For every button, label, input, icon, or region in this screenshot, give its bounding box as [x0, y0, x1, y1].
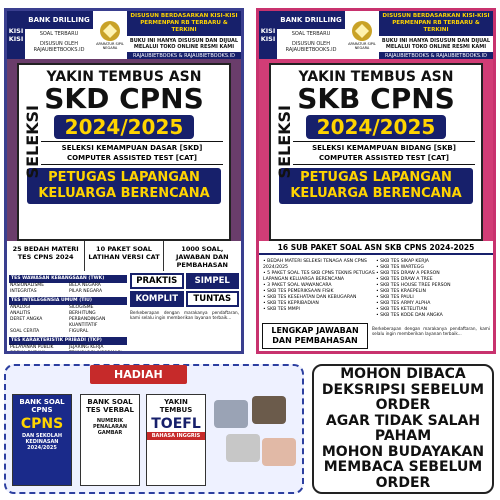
hadiah-label: HADIAH: [90, 365, 187, 384]
tag-grid: [262, 352, 368, 354]
bonus-book-title: BANK SOAL TES VERBAL: [86, 398, 134, 414]
gift-item-photo: [262, 438, 296, 466]
bonus-book-cpns[interactable]: [12, 394, 72, 486]
stat-soal: 1000 SOAL, JAWABAN DAN PEMBAHASAN: [176, 245, 229, 269]
list-item: SILOGISME: [69, 305, 94, 310]
details-cols: [7, 271, 241, 354]
list-item: • SKB TES ARMY ALPHA: [376, 301, 489, 307]
list-item: • SKB TES SIKAP KERJA: [376, 259, 489, 265]
info-block: [127, 11, 241, 59]
book-details: [259, 257, 493, 354]
disusun-oleh: DISUSUN OLEH RAJAUBIETBOOKS.ID: [33, 41, 85, 53]
bank-drilling-block: [25, 11, 93, 59]
sub-paket-banner: 16 SUB PAKET SOAL ASN SKB CPNS 2024-2025: [259, 241, 493, 255]
list-item: DERET ANGKA: [10, 317, 43, 322]
lengkap-label: LENGKAP JAWABAN DAN PEMBAHASAN: [262, 323, 368, 349]
list-item: JEJARING KERJA: [69, 345, 104, 350]
tiu-items: [9, 305, 127, 335]
info-store: RAJAUBIETBOOKS & RAJAUBIETBOOKS.ID: [127, 52, 241, 60]
year-badge: 2024/2025: [306, 115, 446, 139]
position-title: PETUGAS LAPANGAN KELUARGA BERENCANA: [279, 168, 473, 204]
section-tkp: TES KARAKTERISTIK PRIBADI (TKP): [9, 337, 127, 345]
gift-item-photo: [226, 434, 260, 462]
list-item: FIGURAL: [69, 329, 89, 334]
bonus-book-big: TOEFL: [151, 416, 201, 432]
seleksi-vertical: SELEKSI: [23, 105, 42, 179]
twk-items: [9, 283, 127, 295]
book-header: [259, 11, 493, 59]
garuda-icon: [99, 20, 121, 42]
bonus-book-toefl[interactable]: [146, 394, 206, 486]
list-item: • BEDAH MATERI SELEKSI TENAGA ASN CPNS 2024/2025: [263, 259, 376, 271]
section-twk: TES WAWASAN KEBANGSAAN (TWK): [9, 275, 127, 283]
book-details: [7, 241, 241, 354]
section-tiu: TES INTELEGENSIA UMUM (TIU): [9, 297, 127, 305]
disusun-oleh: DISUSUN OLEH RAJAUBIETBOOKS.ID: [285, 41, 337, 53]
list-item: • SKB TES KETELITIAN: [376, 307, 489, 313]
list-item: • SKB TES DRAW A PERSON: [376, 271, 489, 277]
info-kisi: DISUSUN BERDASARKAN KISI-KISI PERMENPAN RB TERBARU & TERKINI: [127, 11, 241, 36]
bonus-book-title: BANK SOAL CPNS: [19, 398, 65, 414]
list-item: • SKB TES KODE DAN ANGKA: [376, 313, 489, 319]
list-item: • SKB TES HOUSE TREE PERSON: [376, 283, 489, 289]
kisi-badge: [7, 11, 25, 59]
book-header: [7, 11, 241, 59]
seleksi-vertical: SELEKSI: [275, 105, 294, 179]
paket-list: [259, 257, 493, 321]
list-item: ANALOGI: [10, 305, 31, 310]
bonus-book-sub: NUMERIK PENALARAN GAMBAR: [92, 418, 128, 436]
title-skd: SKD CPNS: [44, 82, 204, 115]
year-badge: 2024/2025: [54, 115, 194, 139]
stats-row: [7, 241, 241, 271]
cover-main: [269, 63, 483, 241]
product-book-skb[interactable]: [256, 8, 496, 354]
tag-grid: [130, 273, 239, 307]
info-kisi: DISUSUN BERDASARKAN KISI-KISI PERMENPAN RB TERBARU & TERKINI: [379, 11, 493, 36]
kisi-label: KISI KISI: [260, 27, 276, 43]
bonus-book-verbal[interactable]: [80, 394, 140, 486]
title-yakin: YAKIN TEMBUS ASN: [46, 69, 202, 85]
position-title: PETUGAS LAPANGAN KELUARGA BERENCANA: [27, 168, 221, 204]
bank-drilling-label: BANK DRILLING: [277, 11, 345, 29]
list-item: • SKB TES KRAEPELIN: [376, 289, 489, 295]
list-item: BELA NEGARA: [69, 283, 101, 288]
bonus-book-title: YAKIN TEMBUS: [159, 398, 193, 414]
stat-bedah: 25 BEDAH MATERI TES CPNS 2024: [7, 241, 85, 271]
materi-list: [9, 273, 127, 354]
list-item: PILAR NEGARA: [69, 289, 103, 294]
info-toko: BUKU INI HANYA DISUSUN DAN DIJUAL MELALUI TOKO ONLINE RESMI KAMI: [379, 36, 493, 52]
kisi-badge: [259, 11, 277, 59]
description-block: [372, 323, 490, 354]
tags-col: [130, 273, 239, 354]
list-item: • 5 PAKET SOAL TES SKB CPNS TEKNIS PETUGAS LAPANGAN KELUARGA BERENCANA: [263, 271, 376, 283]
tag-praktis: [262, 352, 314, 354]
logo-caption: APARATUR SIPIL NEGARA: [96, 42, 124, 50]
tag-praktis: PRAKTIS: [130, 273, 184, 289]
list-item: BERHITUNG: [69, 311, 96, 316]
gift-item-photo: [252, 396, 286, 424]
list-item: • SKB TES PEMERIKSAAN FISIK: [263, 289, 376, 295]
order-notice: [312, 364, 494, 494]
list-item: NASIONALISME: [10, 283, 45, 288]
paket-list-right: [376, 259, 489, 319]
list-item: INTEGRITAS: [10, 289, 37, 294]
asn-logo: [93, 11, 127, 59]
list-item: SOSIAL BUDAYA: [10, 351, 46, 354]
soal-terbaru: SOAL TERBARU: [39, 31, 79, 37]
bank-drilling-block: [277, 11, 345, 59]
cover-desc: SELEKSI KEMAMPUAN BIDANG [SKB] COMPUTER ASSISTED TEST [CAT]: [293, 141, 475, 165]
info-toko: BUKU INI HANYA DISUSUN DAN DIJUAL MELALUI TOKO ONLINE RESMI KAMI: [127, 36, 241, 52]
order-notice-text: MOHON DIBACA DEKSRIPSI SEBELUM ORDER AGAR TIDAK SALAH PAHAM MOHON BUDAYAKAN MEMBACA SEBELUM ORDER: [321, 366, 485, 491]
cover-main: [17, 63, 231, 241]
list-item: PERBANDINGAN KUANTITATIF: [69, 317, 106, 328]
soal-terbaru: SOAL TERBARU: [291, 31, 331, 37]
list-item: • SKB TES KEPRIBADIAN: [263, 301, 376, 307]
product-book-skd[interactable]: [4, 8, 244, 354]
description-paragraph: Berkeberapan dengan marakanya pendaftaran, kami selalu ingin memberikan layanan terbaik...: [130, 310, 239, 321]
kisi-label: KISI KISI: [8, 27, 24, 43]
bonus-book-sub: DAN SEKOLAH KEDINASAN 2024/2025: [21, 433, 63, 451]
bonus-book-sub: BAHASA INGGRIS: [147, 432, 205, 440]
bottom-row: [259, 321, 493, 354]
bank-drilling-label: BANK DRILLING: [25, 11, 93, 29]
description-paragraph: Berkeberapan dengan marakanya pendaftaran, kami selalu ingin memberikan layanan terbaik...: [372, 326, 490, 337]
garuda-icon: [351, 20, 373, 42]
gift-item-photo: [214, 400, 248, 428]
tag-simpel: SIMPEL: [186, 273, 240, 289]
bonus-box: [4, 364, 304, 494]
bonus-book-big: CPNS: [20, 416, 64, 432]
tag-komplit: KOMPLIT: [130, 291, 184, 307]
logo-caption: APARATUR SIPIL NEGARA: [348, 42, 376, 50]
tkp-items: [9, 345, 127, 354]
cover-desc: SELEKSI KEMAMPUAN DASAR [SKD] COMPUTER ASSISTED TEST [CAT]: [41, 141, 223, 165]
stat-paket: 10 PAKET SOAL LATIHAN VERSI CAT: [85, 241, 163, 271]
list-item: ANALITIS: [10, 311, 31, 316]
tag-tuntas: TUNTAS: [186, 291, 240, 307]
lengkap-block: [262, 323, 368, 354]
list-item: SOAL CERITA: [10, 329, 40, 334]
list-item: • SKB TES DRAW A TREE: [376, 277, 489, 283]
info-block: [379, 11, 493, 59]
info-store: RAJAUBIETBOOKS & RAJAUBIETBOOKS.ID: [379, 52, 493, 60]
list-item: TEKNOLOGI INFORMASI: [69, 351, 122, 354]
list-item: • SKB TES MMPI: [263, 307, 376, 313]
list-item: • 3 PAKET SOAL WAWANCARA: [263, 283, 376, 289]
list-item: • SKB TES KESEHATAN DAN KEBUGARAN: [263, 295, 376, 301]
title-skb: SKB CPNS: [297, 82, 455, 115]
list-item: • SKB TES WARTEGG: [376, 265, 489, 271]
paket-list-left: [263, 259, 376, 319]
title-yakin: YAKIN TEMBUS ASN: [298, 69, 454, 85]
list-item: PELAYANAN PUBLIK: [10, 345, 54, 350]
tag-simpel: [316, 352, 368, 354]
list-item: • SKB TES PAULI: [376, 295, 489, 301]
asn-logo: [345, 11, 379, 59]
